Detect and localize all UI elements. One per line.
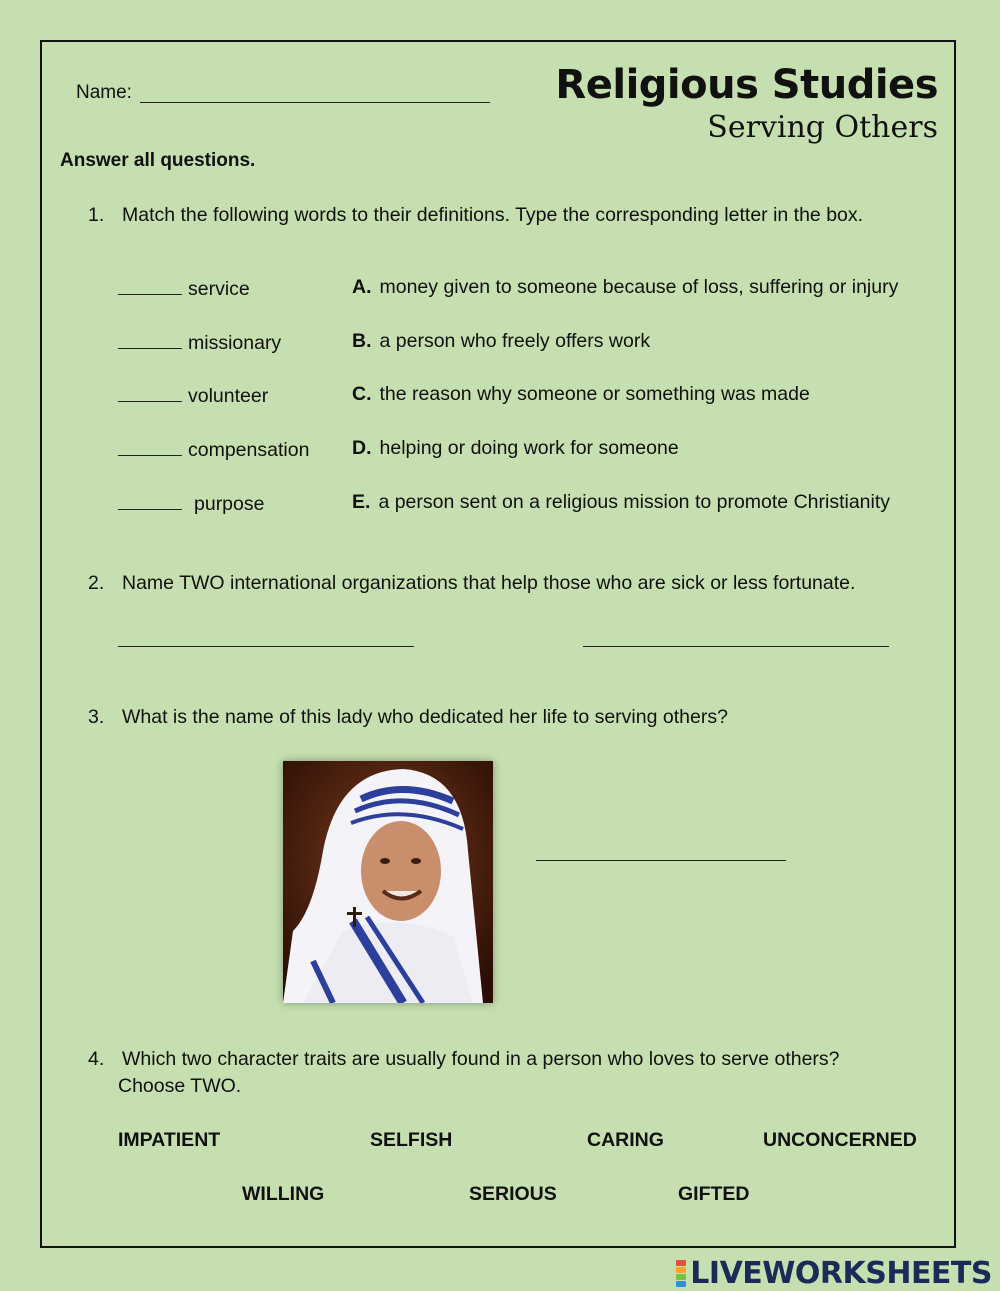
match-row-missionary	[118, 330, 281, 355]
match-row-service	[118, 276, 250, 301]
definition-letter: C.	[352, 383, 372, 405]
question-number: 4.	[88, 1048, 105, 1070]
match-row-purpose	[118, 491, 264, 516]
definition-letter: A.	[352, 276, 372, 298]
question-text: What is the name of this lady who dedicated her life to serving others?	[122, 706, 728, 728]
trait-option[interactable]: UNCONCERNED	[763, 1129, 917, 1151]
trait-option[interactable]: GIFTED	[678, 1183, 750, 1205]
answer-blank[interactable]	[118, 276, 182, 295]
question-4	[88, 1048, 840, 1071]
trait-option[interactable]: CARING	[587, 1129, 664, 1151]
question-text: Which two character traits are usually found in a person who loves to serve others?	[122, 1048, 840, 1070]
question-number: 1.	[88, 204, 105, 226]
question-1	[88, 204, 863, 227]
liveworksheets-logo	[676, 1256, 992, 1291]
question-2	[88, 572, 855, 595]
definition-d	[352, 437, 679, 460]
question-3	[88, 706, 728, 729]
question-number: 2.	[88, 572, 105, 594]
logo-block	[676, 1260, 686, 1266]
logo-block	[676, 1281, 686, 1287]
page-title: Religious Studies	[555, 62, 938, 108]
answer-line-name[interactable]	[536, 860, 786, 861]
question-text: Match the following words to their definitions. Type the corresponding letter in the box.	[122, 204, 864, 226]
answer-blank[interactable]	[118, 330, 182, 349]
logo-text: LIVEWORKSHEETS	[690, 1256, 992, 1291]
answer-line-2[interactable]	[583, 646, 889, 647]
portrait-photo	[283, 761, 493, 1003]
definition-text: a person who freely offers work	[379, 330, 651, 352]
definition-text: helping or doing work for someone	[379, 437, 679, 459]
definition-e	[352, 491, 890, 514]
trait-option[interactable]: SELFISH	[370, 1129, 453, 1151]
definition-b	[352, 330, 650, 353]
answer-line-1[interactable]	[118, 646, 414, 647]
term-label: volunteer	[188, 385, 269, 407]
answer-blank[interactable]	[118, 437, 182, 456]
answer-blank[interactable]	[118, 383, 182, 402]
question-4-line2: Choose TWO.	[118, 1075, 242, 1097]
definition-text: a person sent on a religious mission to promote Christianity	[378, 491, 891, 513]
definition-letter: D.	[352, 437, 372, 459]
trait-option[interactable]: SERIOUS	[469, 1183, 557, 1205]
term-label: missionary	[188, 332, 282, 354]
trait-option[interactable]: WILLING	[242, 1183, 325, 1205]
match-row-volunteer	[118, 383, 268, 408]
term-label: purpose	[194, 493, 265, 515]
name-input-line[interactable]	[140, 102, 490, 103]
instructions: Answer all questions.	[60, 150, 256, 171]
question-number: 3.	[88, 706, 105, 728]
logo-block	[676, 1267, 686, 1273]
definition-letter: E.	[352, 491, 371, 513]
name-label: Name:	[76, 82, 132, 103]
trait-option[interactable]: IMPATIENT	[118, 1129, 221, 1151]
definition-c	[352, 383, 810, 406]
answer-blank[interactable]	[118, 491, 182, 510]
question-text: Name TWO international organizations that help those who are sick or less fortunate.	[122, 572, 856, 594]
definition-text: money given to someone because of loss, suffering or injury	[379, 276, 899, 298]
match-row-compensation	[118, 437, 309, 462]
logo-block	[676, 1274, 686, 1280]
portrait-image	[283, 761, 493, 1003]
logo-icon	[676, 1260, 686, 1287]
page-subtitle: Serving Others	[707, 110, 938, 145]
term-label: compensation	[188, 439, 310, 461]
definition-a	[352, 276, 898, 299]
definition-letter: B.	[352, 330, 372, 352]
term-label: service	[188, 278, 250, 300]
definition-text: the reason why someone or something was made	[379, 383, 810, 405]
